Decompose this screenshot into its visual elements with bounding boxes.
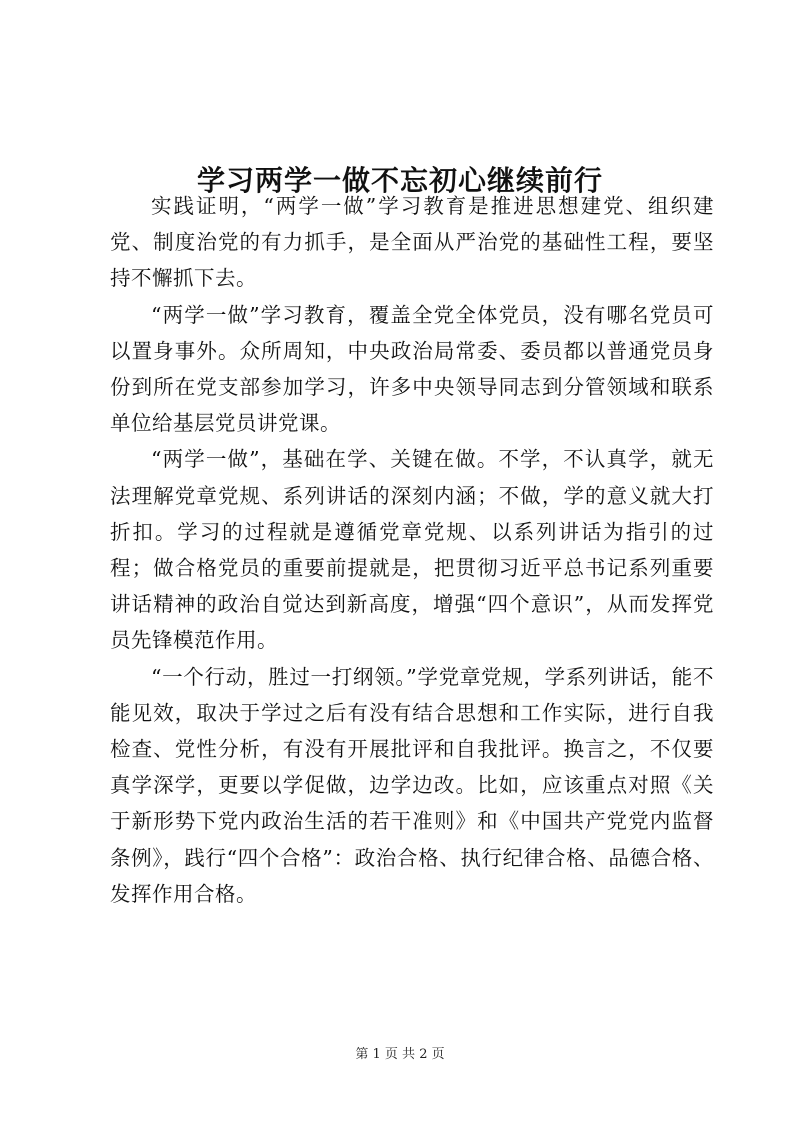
paragraph-4: “一个行动，胜过一打纲领。”学党章党规，学系列讲话，能不能见效，取决于学过之后有没有结合思想和工作实际，进行自我检查、党性分析，有没有开展批评和自我批评。换言之，不仅要真学深学，更要以学促做，边学边改。比如，应该重点对照《关于新形势下党内政治生活的若干准则》和《中国共产党党内监督条例》，践行“四个合格”：政治合格、执行纪律合格、品德合格、发挥作用合格。: [110, 664, 714, 906]
page-number-footer: 第 1 页 共 2 页: [355, 1047, 445, 1062]
document-body: [110, 188, 714, 912]
paragraph-2: “两学一做”学习教育，覆盖全党全体党员，没有哪名党员可以置身事外。众所周知，中央政治局常委、委员都以普通党员身份到所在党支部参加学习，许多中央领导同志到分管领域和联系单位给基层党员讲党课。: [110, 302, 714, 436]
paragraph-1: 实践证明，“两学一做”学习教育是推进思想建党、组织建党、制度治党的有力抓手，是全面从严治党的基础性工程，要坚持不懈抓下去。: [110, 194, 714, 291]
document-title: 学习两学一做不忘初心继续前行: [196, 163, 603, 197]
paragraph-3: “两学一做”，基础在学、关键在做。不学，不认真学，就无法理解党章党规、系列讲话的深刻内涵；不做，学的意义就大打折扣。学习的过程就是遵循党章党规、以系列讲话为指引的过程；做合格党员的重要前提就是，把贯彻习近平总书记系列重要讲话精神的政治自觉达到新高度，增强“四个意识”，从而发挥党员先锋模范作用。: [110, 447, 714, 653]
